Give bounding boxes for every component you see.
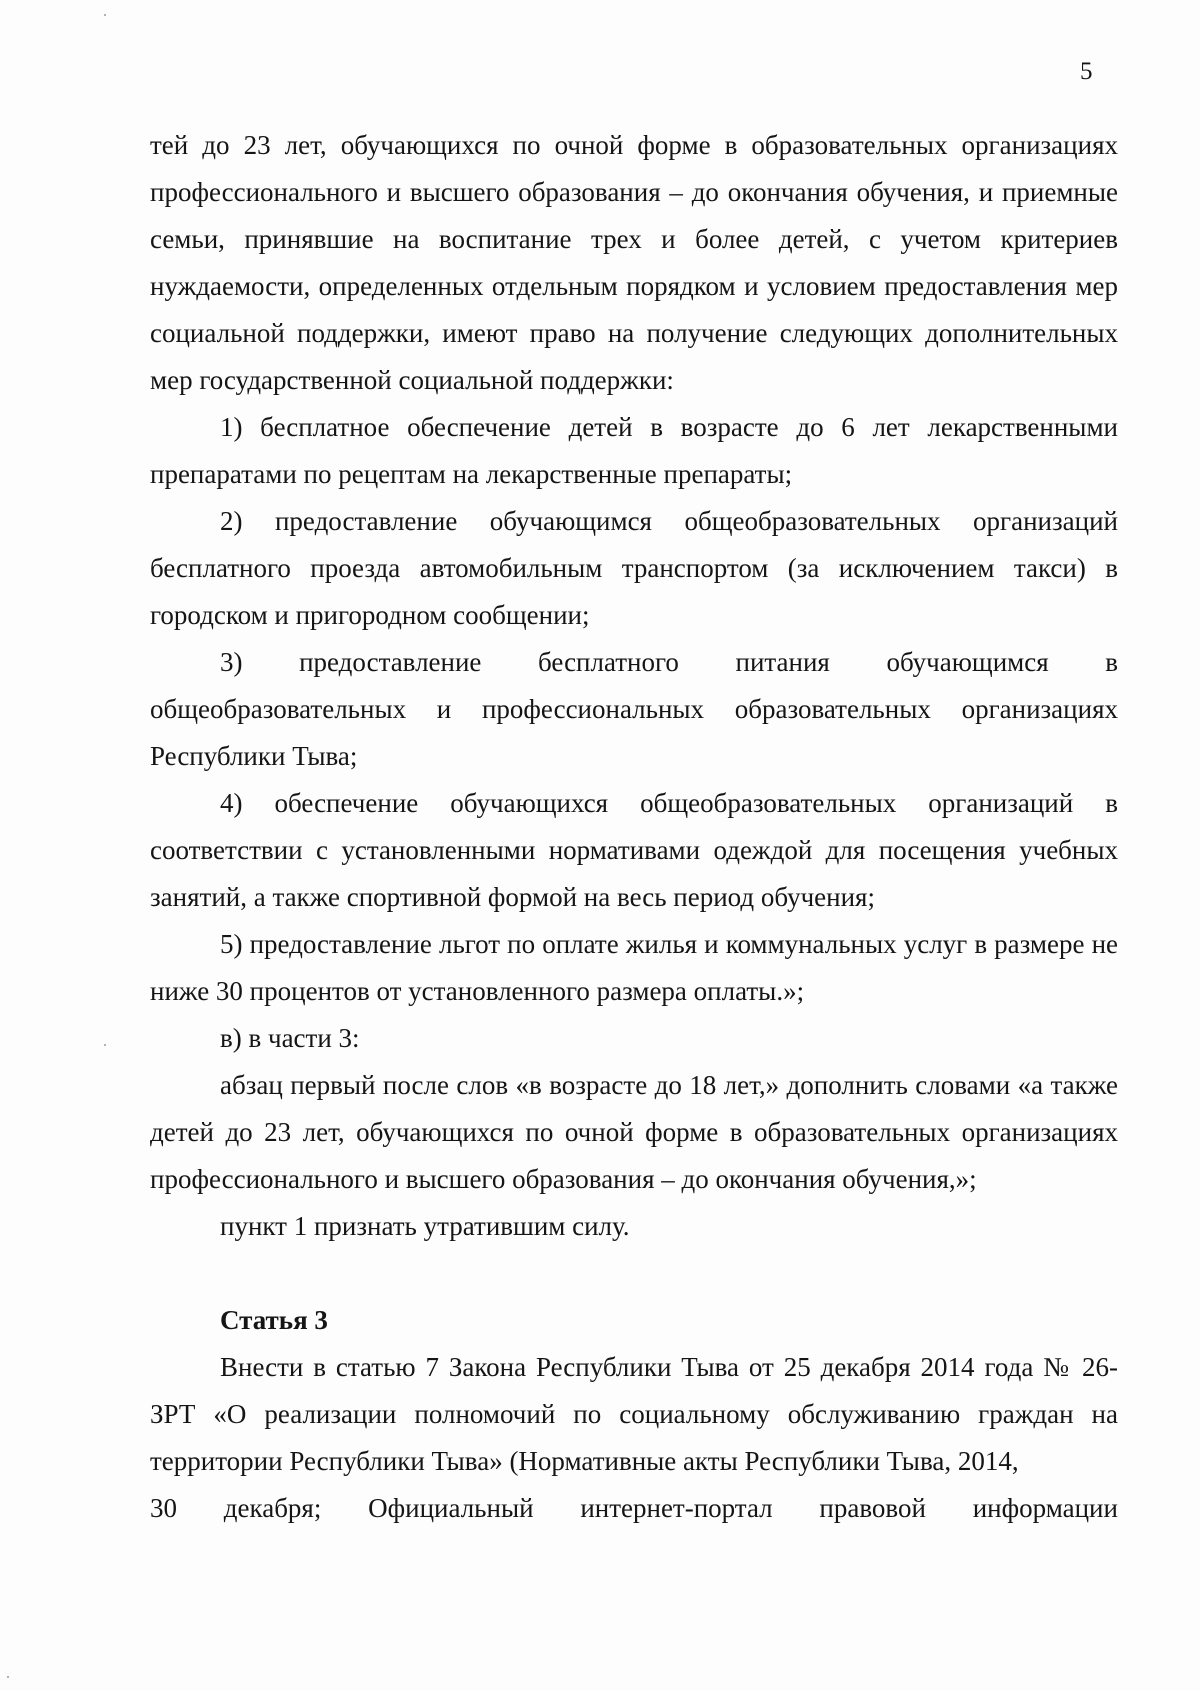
article-heading: Статья 3: [220, 1305, 328, 1335]
list-item-1: 1) бесплатное обеспечение детей в возрасте до 6 лет лекарственными препаратами по рецептам на лекарственные препараты;: [150, 412, 1118, 489]
last-line-word: интернет-портал: [580, 1493, 773, 1523]
last-line-word: декабря;: [223, 1493, 322, 1523]
paragraph-continuation: тей до 23 лет, обучающихся по очной форме в образовательных организациях профессионального и высшего образования – до окончания обучения, и приемные семьи, принявшие на воспитание трех и более детей, с учетом критериев нуждаемости, определенных отдельным порядком и условием предоставления мер социальной поддержки, имеют право на получение следующих дополнительных мер государственной социальной поддержки:: [150, 130, 1118, 395]
article-last-line: [150, 1485, 1118, 1532]
article-paragraph: Внести в статью 7 Закона Республики Тыва от 25 декабря 2014 года № 26-ЗРТ «О реализации полномочий по социальному обслуживанию граждан на территории Республики Тыва» (Нормативные акты Республики Тыва, 2014,: [150, 1352, 1118, 1476]
list-item-5: 5) предоставление льгот по оплате жилья и коммунальных услуг в размере не ниже 30 процентов от установленного размера оплаты.»;: [150, 929, 1118, 1006]
scan-speck: [104, 14, 106, 16]
last-line-word: Официальный: [368, 1493, 534, 1523]
paragraph-amendment: абзац первый после слов «в возрасте до 18 лет,» дополнить словами «а также детей до 23 лет, обучающихся по очной форме в образовательных организациях профессионального и высшего образования – до окончания обучения,»;: [150, 1070, 1118, 1194]
body-text: [150, 122, 1118, 1532]
subclause-v: в) в части 3:: [220, 1023, 360, 1053]
last-line-word: 30: [150, 1493, 177, 1523]
list-item-4: 4) обеспечение обучающихся общеобразовательных организаций в соответствии с установленными нормативами одеждой для посещения учебных занятий, а также спортивной формой на весь период обучения;: [150, 788, 1118, 912]
scan-speck: [104, 1044, 106, 1046]
last-line-word: правовой: [819, 1493, 926, 1523]
last-line-word: информации: [972, 1493, 1118, 1523]
page-number: 5: [1080, 58, 1093, 85]
paragraph-repeal: пункт 1 признать утратившим силу.: [220, 1211, 630, 1241]
list-item-2: 2) предоставление обучающимся общеобразовательных организаций бесплатного проезда автомобильным транспортом (за исключением такси) в городском и пригородном сообщении;: [150, 506, 1118, 630]
scan-speck: [7, 1676, 9, 1678]
list-item-3: 3) предоставление бесплатного питания обучающимся в общеобразовательных и профессиональных образовательных организациях Республики Тыва;: [150, 647, 1118, 771]
